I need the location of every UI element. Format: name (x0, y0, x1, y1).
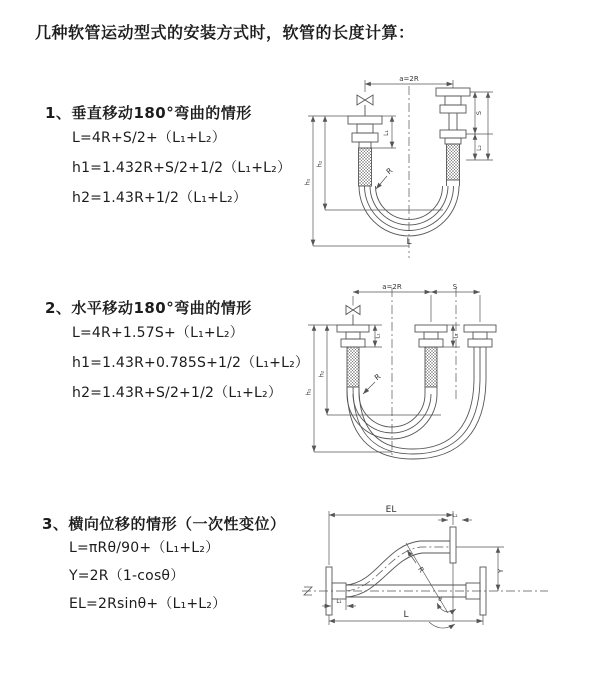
hose-drawing (348, 86, 470, 258)
dim-label-h2: h₂ (317, 370, 326, 378)
hose-drawing (302, 527, 548, 628)
hose-s-curve (346, 541, 450, 597)
diagram-vertical-180-bend (303, 60, 565, 262)
fitting-right (436, 88, 470, 180)
valve-icon (346, 306, 360, 326)
dim-label-l1: L₁ (383, 130, 390, 136)
formula-length: L=4R+1.57S+（L₁+L₂） (72, 325, 244, 341)
dim-label-l: L (406, 237, 412, 247)
radius-label: R (384, 165, 395, 177)
formula-el: EL=2Rsinθ+（L₁+L₂） (69, 596, 227, 612)
section-2-heading: 2、水平移动180°弯曲的情形 (45, 299, 252, 317)
dim-label-a2r: a=2R (399, 75, 419, 83)
radius-label: R (372, 371, 383, 383)
dim-label-l2: L₂ (453, 333, 460, 339)
section-horizontal-bend (45, 297, 309, 408)
angle-label: θ (438, 597, 442, 603)
page-title: 几种软管运动型式的安装方式时，软管的长度计算： (35, 23, 415, 42)
dim-label-l1: L₁ (336, 599, 342, 605)
diagram-horizontal-180-bend (303, 282, 565, 464)
radius-line (406, 543, 448, 613)
flange-right-upper (450, 527, 456, 563)
dim-label-l1: L₁ (375, 333, 382, 339)
dim-label-a2r: a=2R (382, 283, 402, 291)
formula-h1: h1=1.432R+S/2+1/2（L₁+L₂） (72, 160, 292, 176)
section-vertical-bend (45, 102, 291, 213)
dim-label-h1: h₁ (304, 388, 313, 396)
diagram-lateral-displacement (298, 503, 575, 655)
valve-icon (357, 95, 373, 116)
section-3-heading: 3、横向位移的情形（一次性变位） (42, 515, 286, 533)
dim-label-s: S (475, 110, 483, 116)
hose-u-bend-position2 (347, 347, 486, 459)
formula-h1: h1=1.43R+0.785S+1/2（L₁+L₂） (72, 355, 310, 371)
dim-label-l: L (403, 610, 409, 620)
hose-drawing (337, 288, 496, 459)
fitting-left (337, 325, 369, 387)
radius-label: R (416, 565, 426, 575)
dim-label-el: EL (385, 505, 397, 515)
dim-label-y: Y (497, 568, 505, 574)
dim-label-l2: L₂ (452, 513, 458, 519)
dimension-lines (322, 511, 504, 625)
sweep-arrow (429, 622, 455, 628)
formula-length: L=4R+S/2+（L₁+L₂） (72, 130, 226, 146)
dim-label-l2: L₂ (476, 145, 483, 151)
formula-y: Y=2R（1-cosθ） (69, 568, 185, 584)
formula-length: L=πRθ/90+（L₁+L₂） (69, 540, 220, 556)
dim-label-h2: h₂ (315, 160, 324, 168)
formula-h2: h2=1.43R+S/2+1/2（L₁+L₂） (72, 385, 283, 401)
formula-h2: h2=1.43R+1/2（L₁+L₂） (72, 190, 248, 206)
fitting-right (464, 325, 496, 347)
section-1-heading: 1、垂直移动180°弯曲的情形 (45, 104, 252, 122)
dimension-lines (308, 292, 480, 452)
dim-label-h1: h₁ (303, 178, 312, 186)
dim-label-s: S (452, 283, 458, 291)
fitting-middle (415, 325, 447, 387)
section-lateral-displacement (42, 513, 285, 618)
fitting-left (348, 116, 382, 186)
